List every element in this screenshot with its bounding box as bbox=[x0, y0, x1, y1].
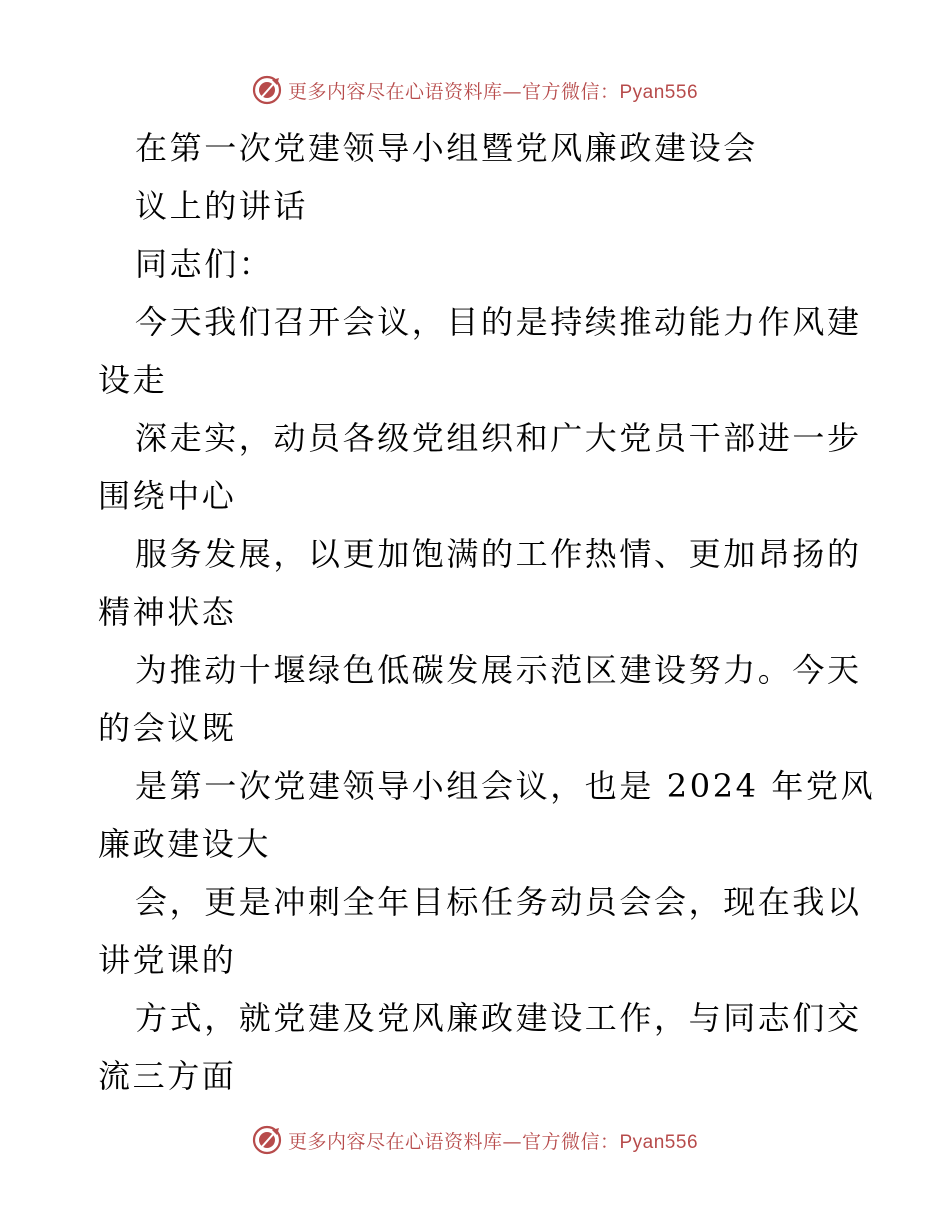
paragraph-line: 会，更是冲刺全年目标任务动员会会，现在我以 bbox=[135, 883, 862, 921]
header-watermark-banner bbox=[0, 70, 950, 110]
header-watermark-text: 更多内容尽在心语资料库—官方微信：Pyan556 bbox=[287, 80, 699, 103]
paragraph-line: 精神状态 bbox=[98, 593, 237, 631]
paragraph-line: 讲党课的 bbox=[98, 941, 237, 979]
paragraph-line: 设走 bbox=[98, 361, 168, 399]
paragraph-line: 深走实，动员各级党组织和广大党员干部进一步 bbox=[135, 419, 862, 457]
paragraph-line: 为推动十堰绿色低碳发展示范区建设努力。今天 bbox=[135, 651, 862, 689]
footer-watermark-banner bbox=[0, 1120, 950, 1160]
paragraph-line: 今天我们召开会议，目的是持续推动能力作风建 bbox=[135, 303, 862, 341]
salutation: 同志们： bbox=[135, 245, 274, 283]
paragraph-line: 服务发展，以更加饱满的工作热情、更加昂扬的 bbox=[135, 535, 862, 573]
footer-watermark-text: 更多内容尽在心语资料库—官方微信：Pyan556 bbox=[287, 1130, 699, 1153]
quill-seal-logo-icon bbox=[252, 75, 282, 105]
paragraph-line: 的会议既 bbox=[98, 709, 237, 747]
quill-seal-logo-icon bbox=[252, 1125, 282, 1155]
paragraph-line: 围绕中心 bbox=[98, 477, 237, 515]
document-title-line-1: 在第一次党建领导小组暨党风廉政建设会 bbox=[135, 129, 758, 167]
document-title-line-2: 议上的讲话 bbox=[135, 187, 309, 225]
paragraph-line: 方式，就党建及党风廉政建设工作，与同志们交 bbox=[135, 999, 862, 1037]
paragraph-line: 流三方面 bbox=[98, 1057, 237, 1095]
paragraph-line: 廉政建设大 bbox=[98, 825, 272, 863]
paragraph-line: 是第一次党建领导小组会议，也是 2024 年党风 bbox=[135, 767, 876, 805]
